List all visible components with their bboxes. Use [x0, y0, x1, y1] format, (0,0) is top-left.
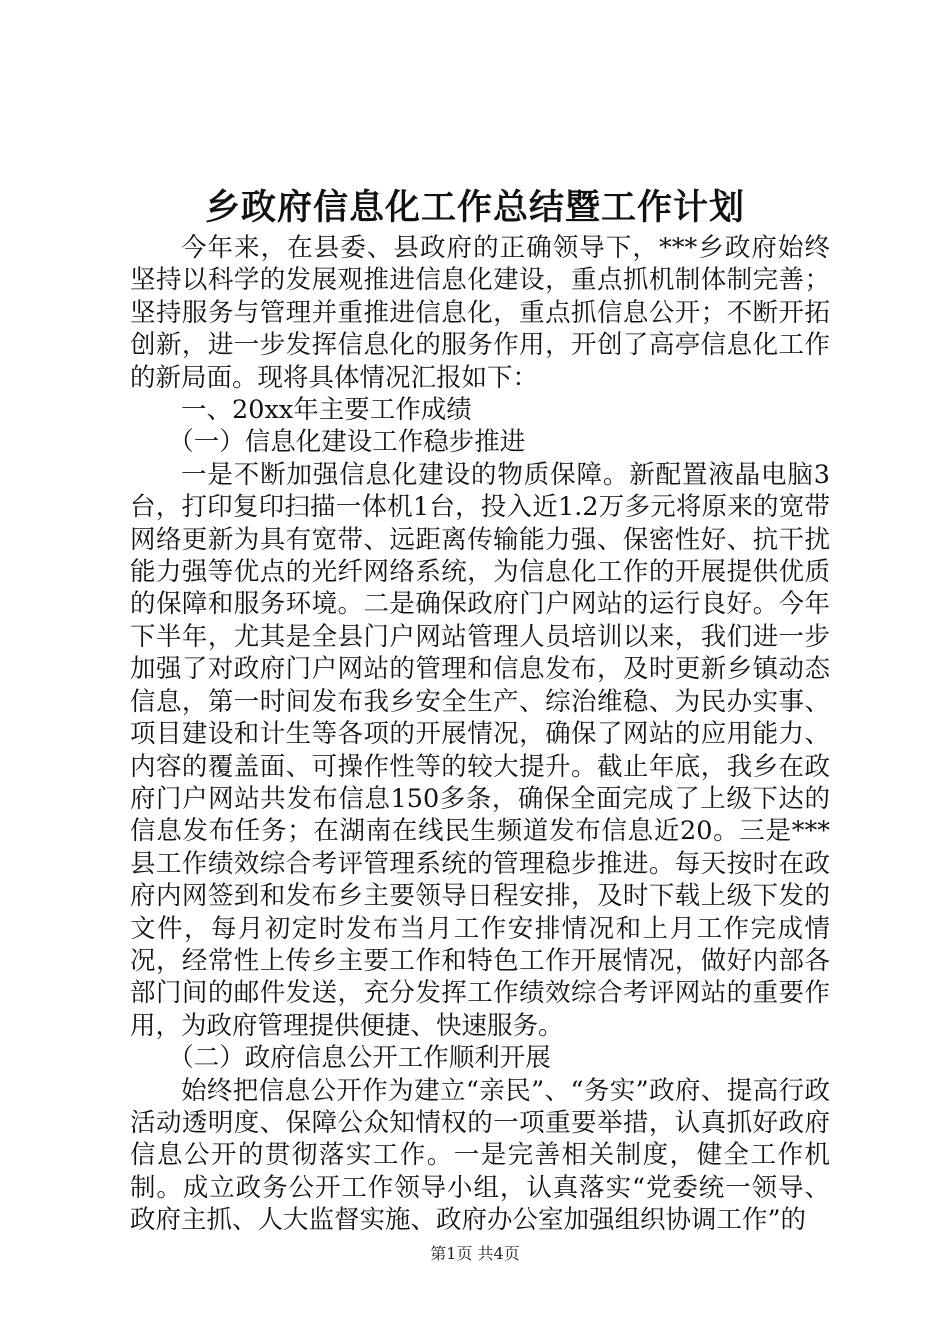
section-heading-1: 一、20xx年主要工作成绩 — [181, 395, 472, 426]
subsection-heading-2: （二）政府信息公开工作顺利开展 — [168, 1043, 551, 1074]
subsection-heading-1: （一）信息化建设工作稳步推进 — [168, 427, 526, 458]
intro-paragraph: 今年来，在县委、县政府的正确领导下，***乡政府始终坚持以科学的发展观推进信息化建设，重点抓机制体制完善；坚持服务与管理并重推进信息化，重点抓信息公开；不断开拓创新，进一步发挥信息化的服务作用，开创了高亭信息化工作的新局面。现将具体情况汇报如下： — [130, 233, 830, 393]
document-title: 乡政府信息化工作总结暨工作计划 — [204, 187, 745, 228]
document-body — [130, 232, 830, 1237]
page-footer: 第1页 共4页 — [430, 1244, 520, 1263]
subsection-body-1: 一是不断加强信息化建设的物质保障。新配置液晶电脑3台，打印复印扫描一体机1台，投入近1.2万多元将原来的宽带网络更新为具有宽带、远距离传输能力强、保密性好、抗干扰能力强等优点的光纤网络系统，为信息化工作的开展提供优质的保障和服务环境。二是确保政府门户网站的运行良好。今年下半年，尤其是全县门户网站管理人员培训以来，我们进一步加强了对政府门户网站的管理和信息发布，及时更新乡镇动态信息，第一时间发布我乡安全生产、综治维稳、为民办实事、项目建设和计生等各项的开展情况，确保了网站的应用能力、内容的覆盖面、可操作性等的较大提升。截止年底，我乡在政府门户网站共发布信息150多条，确保全面完成了上级下达的信息发布任务；在湖南在线民生频道发布信息近20。三是***县工作绩效综合考评管理系统的管理稳步推进。每天按时在政府内网签到和发布乡主要领导日程安排，及时下载上级下发的文件，每月初定时发布当月工作安排情况和上月工作完成情况，经常性上传乡主要工作和特色工作开展情况，做好内部各部门间的邮件发送，充分发挥工作绩效综合考评网站的重要作用，为政府管理提供便捷、快速服务。 — [130, 459, 830, 1041]
subsection-body-2: 始终把信息公开作为建立“亲民”、“务实”政府、提高行政活动透明度、保障公众知情权的一项重要举措，认真抓好政府信息公开的贯彻落实工作。一是完善相关制度，健全工作机制。成立政务公开工作领导小组，认真落实“党委统一领导、政府主抓、人大监督实施、政府办公室加强组织协调工作”的 — [130, 1075, 830, 1236]
